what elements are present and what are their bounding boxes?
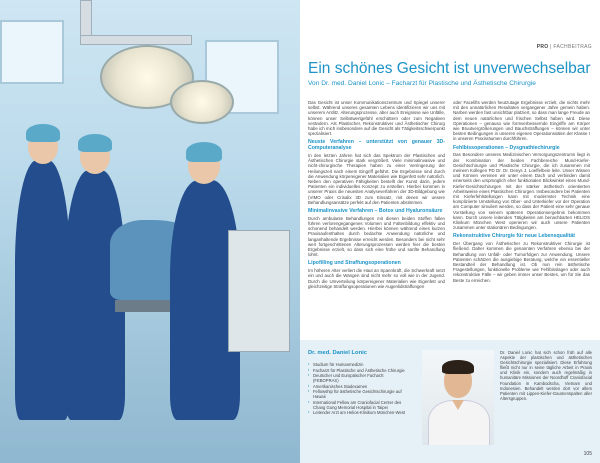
bio-title: Dr. med. Daniel Lonic: [308, 350, 367, 356]
article-column-1: [308, 100, 445, 293]
author-portrait: [422, 350, 494, 445]
window: [0, 20, 64, 84]
bio-list-item: ▪ Facharzt für Plastische und Ästhetische Chirurgie: [308, 368, 406, 373]
article-column-2: [453, 100, 590, 287]
equipment-cart: [228, 230, 290, 352]
paragraph: Das Besondere unseres Medizinischen Versorgungszentrums liegt in der Kombination der beiden Fachbereiche Mund-Kiefer-Gesichtschirurgie und Plastische Chirurgie, die ich zusammen mit meinem Kollegen PD Dr. Dr. Denys J. Loeffelbein leite. Unser Wissen und Können vereinen wir unter einem Dach und verbinden damit einerseits den ursprünglich eher funktionalen Blickwinkel eines Mund-Kiefer-Gesichtschirurgen mit der stärker ästhetisch orientierten Arbeitsweise eines Plastischen Chirurgen. Insbesondere bei Patienten mit Kieferfehlstellungen kann mit modernster Technik eine kompliziierte Umstellung von Ober- und Unterkiefer vor der Operation am Computer simuliert werden, so dass der Patient eine sehr genaue Vorstellung von seinem späteren Operationsergebnis bekommen kann. Durch unsere leitenden Tätigkeiten am benachbarten HELIOS Klinikum München West operieren wir auch unsere Patienten zusammen unter stationären Bedingungen.: [453, 152, 590, 231]
surgical-cap: [78, 134, 112, 152]
paragraph: Das Gesicht ist unser Kommunikationszentrum und Spiegel unserer selbst. Während unseres gesamten Lebens identifizieren wir uns mit unserem Antlitz. Alterungsprozesse, aber auch Ereignisse wie Unfälle, können unser Selbstwertgefühl erschüttern oder zum Negativen verändern. Als Plastischer, Rekonstruktiver und Ästhetischer Chirurg habe ich mich insbesondere auf die Gesicht als Tätigkeitsschwerpunkt spezialisiert.: [308, 100, 445, 137]
section-heading: Neuste Verfahren – unterstützt von genauer 3D-Computeranalyse: [308, 139, 445, 152]
lamp-arm: [80, 35, 192, 45]
surgical-cap: [186, 142, 222, 162]
surgeon-figure: [15, 160, 70, 420]
bio-list-item: ▪ Studium für Humanmedizin: [308, 362, 406, 367]
portrait-hair: [442, 360, 474, 374]
section-heading: Fehlbissoperationen – Dysgnathiechirurgie: [453, 144, 560, 151]
paragraph: oder Facelifts werden heutzutage Ergebnisse erzielt, die nichts mehr mit den unnatürlichen Resultaten vergangener Jahre gemein haben. Narben werden fast unsichtbar platziert, so dass man lange Freude an dem neuen natürlichen und frischen Selbst haben wird. Diese Operationen – genauso wie formverbessernde Eingriffe am Körper wie Bruutvergrößerungen und Bauchstraffungen – können wir unter besten Bedingungen in unseren eigenen Operationssälen der Klasse I in unseren Praxisräumen durchführen.: [453, 100, 590, 142]
bio-list-item: ▪ Fellowship für ästhetische Gesichtschirurgie auf Hawaii: [308, 389, 406, 399]
paragraph: In den letzten Jahren hat sich das Spektrum der Plastischen und Ästhetischen Chirurgie stark vergrößert. Viele minimalinvasive und nicht-chirurgische Therapien haben zu einer Verringerung der Heilungszeit nach einem Eingriff geführt. Die Ergebnisse sind durch die Anwendung körpereigener Materialien wie Eigenfett sehr natürlich. Neben den operativen Fähigkeiten bestellt der Kunst darin, jedem Patienten ein individuelles Konzept zu erstellen. Hierbei kommen in unserer Praxis die neuesten Analyseverfahren der 3D-Bildgebung wie (VIMO oder Crisalix 3D zum Einsatz, mit denen wir unsere Behandlungsansätze perfekt auf den Patienten abstimmen.: [308, 153, 445, 205]
bio-list-item: ▪ Amerikanisches Stadexamen: [308, 384, 406, 389]
section-heading: Minimalinvasive Verfahren – Botox und Hyaluronsäure: [308, 208, 443, 215]
paragraph: Im höheren Alter verliert die Haut an Spannkraft, die Schwerkraft setzt ein und auch die Wangen sind nicht mehr so voll wie in der Jugend. Durch die Umverteilung körpereigener Materialien wie Eigenfett und gleichzeitige Straffungsoperationen wie Augenlidstraffungen: [308, 268, 445, 289]
surgical-cap: [26, 124, 60, 142]
surgical-lamp: [170, 80, 234, 124]
bio-list: [308, 362, 406, 416]
bio-list-item: ▪ International Fellow am Craniofacial Center des Chang Gung Memorial Hospital in Taipei: [308, 400, 406, 410]
page-number: 105: [583, 451, 592, 457]
article-subtitle: Von Dr. med. Daniel Lonic – Facharzt für Plastische und Ästhetische Chirurgie: [308, 80, 536, 87]
author-bio-box: [300, 340, 600, 463]
bio-text: Dr. Daniel Lonic hat sich schon früh auf alle Aspekte der plastischen und ästhetischen Gesichtschirurgie spezialisiert. Diese Erfahrung fließt nicht nur in seine tägliche Arbeit in Praxis und Klinik ein, sondern auch regelmäßig in humanitäre Missionen der Noordhoff Craniofacial Foundation in Kambodscha, Vietnam und Indonesien. Behandelt werden dort vor allem Patienten mit Lippen-Kiefer-Gaumenspalten aller Altersgruppen.: [500, 350, 592, 401]
section-heading: Rekonstruktive Chirurgie für neue Lebensqualität: [453, 233, 575, 240]
bio-list-item: ▪ Deutscher und Europäischer Facharzt (FEBOPRAS): [308, 373, 406, 383]
paragraph: Durch ambulante Behandlungen mit diesen beiden Stoffen fallen führen verlorengegangenes Volumen und Faltenbildung effektiv und schonend behandelt werden. Hierbei können während eines kurzen Praxisaufenthaltes durch bedachte Anwendung natürliche und langanhaltende Ergebnisse erreicht werden. Besonders bei nicht sehr weit fortgeschrittenen Alterungsprozessen werden hier die besten Ergebnisse erzielt, so dass sich eine frühe und sanfte Behandlung lohnt.: [308, 215, 445, 258]
article-title: Ein schönes Gesicht ist unverwechselbar: [308, 60, 591, 77]
paragraph: Der Übergang von Ästhetischer zu Rekonstruktiver Chirurgie ist fließend. Daher kommen die genannten Verfahren ebenso bei der Behandlung von Unfall- oder Tumorfolgen zur Anwendung. Unsere Patienten schätzen die ausgiebige Beratung, welche ein essentieller Bestandteil der Behandlung ist. Ob nun rein ästhetische Fragestellungen, funktionelle Probleme wie Fehlbisslagen oder auch rekonstruktive Fälle – wir geben immer unser Bestes, um für Sie das Beste zu erreichen.: [453, 241, 590, 283]
bio-list-item: ▪ Leitender Arzt am Helios-Klinikum München-West: [308, 410, 406, 415]
section-heading: Lipofilling und Straffungsoperationen: [308, 260, 401, 267]
section-tag: PRO | FACHBEITRAG: [536, 44, 592, 50]
